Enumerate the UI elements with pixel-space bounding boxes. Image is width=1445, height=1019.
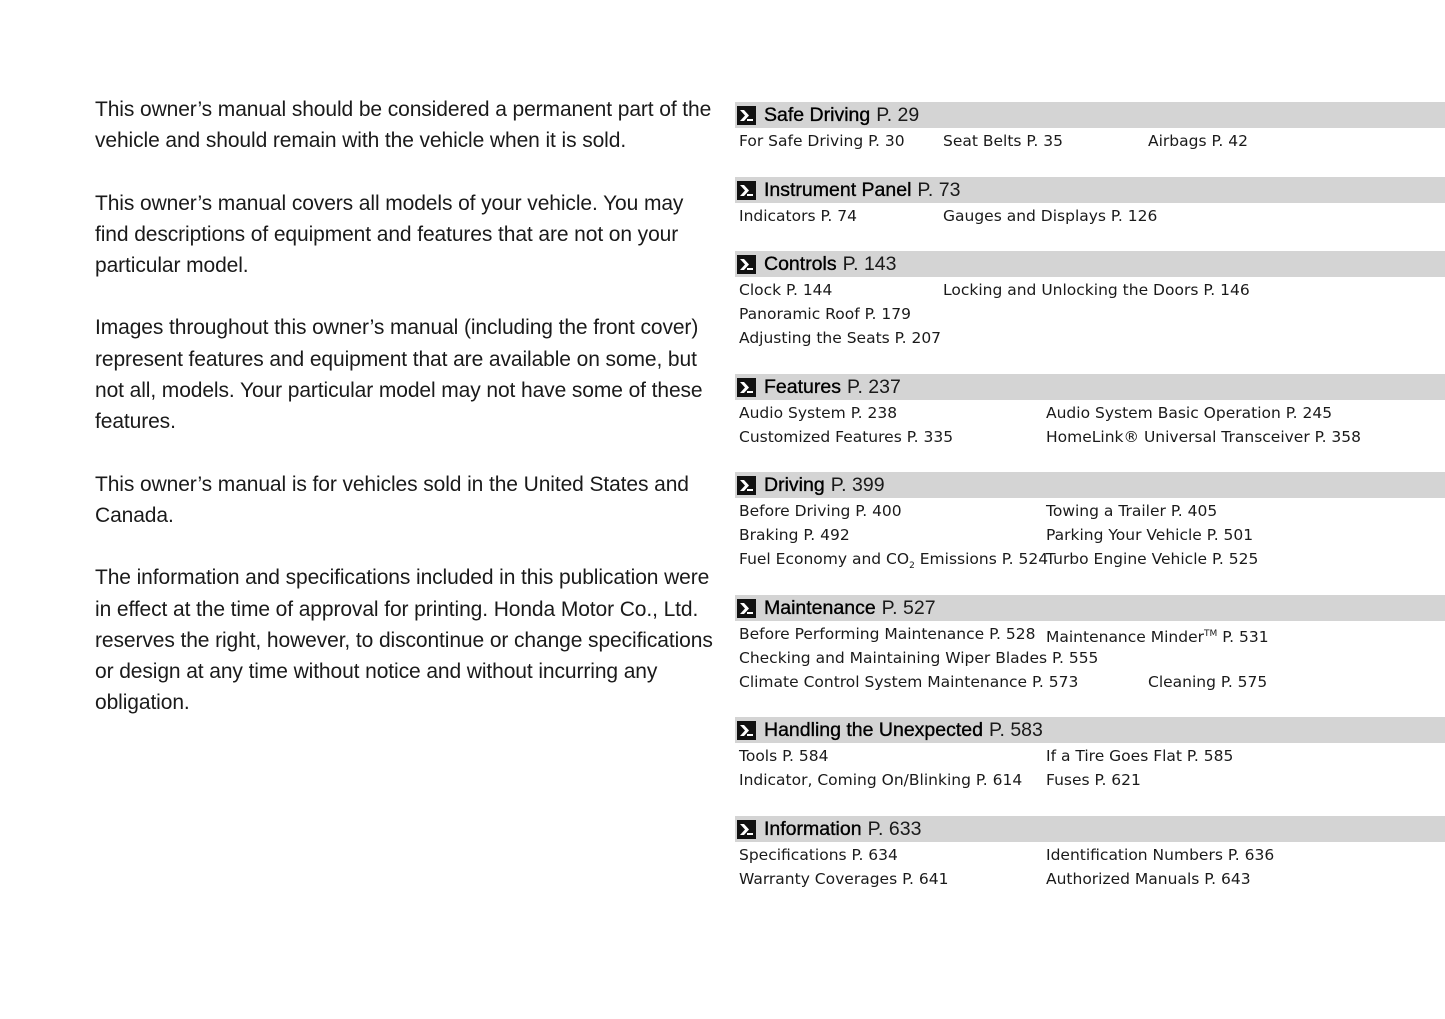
toc-row	[735, 499, 1445, 523]
toc-row	[735, 670, 1445, 694]
toc-section-header[interactable]	[735, 177, 1445, 203]
toc-section	[735, 595, 1445, 694]
arrow-right-box-icon	[737, 378, 756, 397]
toc-section	[735, 717, 1445, 792]
toc-row	[735, 129, 1445, 153]
toc-row	[735, 523, 1445, 547]
toc-row	[735, 744, 1445, 768]
toc-entry-link[interactable]: Authorized Manuals P. 643	[1046, 870, 1251, 888]
toc-entry-link[interactable]: Turbo Engine Vehicle P. 525	[1046, 550, 1259, 568]
toc-entry-link[interactable]: Fuses P. 621	[1046, 771, 1141, 789]
toc-row	[735, 204, 1445, 228]
toc-entry-link[interactable]: Specifications P. 634	[739, 846, 898, 864]
intro-paragraph: This owner’s manual is for vehicles sold in the United States and Canada.	[95, 472, 689, 527]
toc-entry-link[interactable]: For Safe Driving P. 30	[739, 132, 905, 150]
toc-entry-link[interactable]: Before Driving P. 400	[739, 502, 902, 520]
toc-row	[735, 401, 1445, 425]
toc-entry-link[interactable]: Parking Your Vehicle P. 501	[1046, 526, 1254, 544]
arrow-right-box-icon	[737, 721, 756, 740]
toc-row	[735, 326, 1445, 350]
toc-row	[735, 622, 1445, 646]
toc-section-page: P. 399	[830, 474, 885, 496]
toc-section-header[interactable]	[735, 102, 1445, 128]
toc-row	[735, 425, 1445, 449]
arrow-right-box-icon	[737, 599, 756, 618]
toc-entry-link[interactable]: Clock P. 144	[739, 281, 833, 299]
toc-section	[735, 177, 1445, 228]
toc-section	[735, 472, 1445, 571]
toc-section-header[interactable]	[735, 816, 1445, 842]
toc-section-title: Features	[764, 376, 841, 398]
toc-section-header[interactable]	[735, 717, 1445, 743]
toc-entry-link[interactable]: Locking and Unlocking the Doors P. 146	[943, 281, 1250, 299]
toc-entry-link[interactable]: Tools P. 584	[739, 747, 829, 765]
toc-section-page: P. 583	[989, 719, 1043, 741]
toc-section	[735, 251, 1445, 350]
toc-section-page: P. 143	[842, 253, 897, 275]
toc-section-title: Controls	[764, 253, 837, 275]
table-of-contents	[735, 0, 1445, 1019]
toc-entry-link[interactable]: Gauges and Displays P. 126	[943, 207, 1158, 225]
toc-entry-link[interactable]: Seat Belts P. 35	[943, 132, 1063, 150]
toc-row	[735, 646, 1445, 670]
toc-entry-link[interactable]: HomeLink® Universal Transceiver P. 358	[1046, 428, 1362, 446]
arrow-right-box-icon	[737, 181, 756, 200]
arrow-right-box-icon	[737, 476, 756, 495]
toc-entry-link[interactable]: Adjusting the Seats P. 207	[739, 329, 942, 347]
toc-section-title: Safe Driving	[764, 104, 871, 126]
toc-entry-link[interactable]: Checking and Maintaining Wiper Blades P. 555	[739, 649, 1099, 667]
toc-entry-link[interactable]: Before Performing Maintenance P. 528	[739, 625, 1036, 643]
toc-section-title: Information	[764, 818, 862, 840]
toc-entry-link[interactable]: Cleaning P. 575	[1148, 673, 1268, 691]
toc-entry-link[interactable]: Climate Control System Maintenance P. 573	[739, 673, 1079, 691]
toc-row	[735, 547, 1445, 571]
toc-row	[735, 843, 1445, 867]
toc-section-title: Instrument Panel	[764, 179, 912, 201]
toc-entry-link[interactable]: Indicator, Coming On/Blinking P. 614	[739, 771, 1023, 789]
toc-entry-link[interactable]: Customized Features P. 335	[739, 428, 954, 446]
toc-entry-link[interactable]: Braking P. 492	[739, 526, 850, 544]
toc-section-title: Handling the Unexpected	[764, 719, 983, 741]
toc-section-page: P. 633	[867, 818, 922, 840]
toc-row	[735, 278, 1445, 302]
toc-section-header[interactable]	[735, 251, 1445, 277]
toc-row	[735, 867, 1445, 891]
intro-paragraph: Images throughout this owner’s manual (including the front cover) represent features and equipment that are available on some, but not all, models. Your particular model may not have some of these features.	[95, 316, 703, 434]
toc-entry-link[interactable]: Maintenance Minder™ P. 531	[1046, 628, 1269, 647]
toc-section-title: Maintenance	[764, 597, 876, 619]
toc-section-page: P. 29	[876, 104, 920, 126]
toc-section-header[interactable]	[735, 374, 1445, 400]
toc-entry-link[interactable]: If a Tire Goes Flat P. 585	[1046, 747, 1234, 765]
toc-entry-link[interactable]: Towing a Trailer P. 405	[1046, 502, 1218, 520]
arrow-right-box-icon	[737, 820, 756, 839]
intro-paragraph: The information and specifications included in this publication were in effect at the time of approval for printing. Honda Motor Co., Ltd. reserves the right, however, to discontinue or change specifications or design at any time without notice and without incurring any obligation.	[95, 566, 713, 715]
toc-section-header[interactable]	[735, 595, 1445, 621]
toc-section	[735, 816, 1445, 891]
toc-section-page: P. 237	[846, 376, 901, 398]
toc-entry-link[interactable]: Warranty Coverages P. 641	[739, 870, 949, 888]
toc-section	[735, 374, 1445, 449]
toc-entry-link[interactable]: Panoramic Roof P. 179	[739, 305, 911, 323]
arrow-right-box-icon	[737, 106, 756, 125]
toc-entry-link[interactable]: Audio System Basic Operation P. 245	[1046, 404, 1333, 422]
intro-paragraph: This owner’s manual covers all models of your vehicle. You may find descriptions of equipment and features that are not on your particular model.	[95, 191, 684, 278]
toc-entry-link[interactable]: Audio System P. 238	[739, 404, 898, 422]
toc-section	[735, 102, 1445, 153]
toc-entry-link[interactable]: Airbags P. 42	[1148, 132, 1248, 150]
intro-paragraph: This owner’s manual should be considered a permanent part of the vehicle and should remain with the vehicle when it is sold.	[95, 98, 712, 153]
toc-section-header[interactable]	[735, 472, 1445, 498]
toc-section-title: Driving	[764, 474, 825, 496]
toc-entry-link[interactable]: Fuel Economy and $CO_2$ Emissions P. 524	[739, 550, 1049, 572]
toc-row	[735, 768, 1445, 792]
arrow-right-box-icon	[737, 255, 756, 274]
toc-row	[735, 302, 1445, 326]
toc-entry-link[interactable]: Identification Numbers P. 636	[1046, 846, 1275, 864]
intro-text	[95, 94, 717, 750]
toc-section-page: P. 527	[881, 597, 936, 619]
toc-section-page: P. 73	[917, 179, 961, 201]
toc-entry-link[interactable]: Indicators P. 74	[739, 207, 858, 225]
